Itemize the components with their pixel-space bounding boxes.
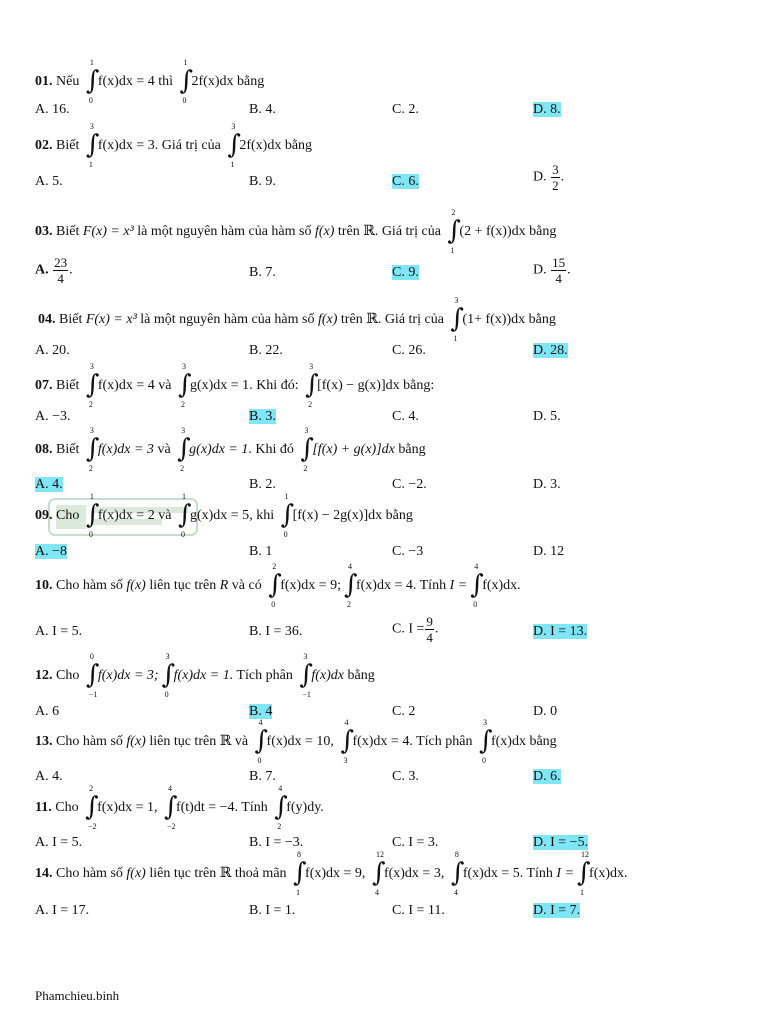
- question-stem: 02. Biết ∫ 3 1 f(x)dx = 3. Giá trị của ∫ 3 1 2f(x)dx bằng: [35, 122, 313, 169]
- option-c[interactable]: C. 9.: [392, 265, 419, 280]
- option-c[interactable]: C. −2.: [392, 477, 427, 492]
- option-b[interactable]: B. 7.: [249, 265, 276, 280]
- option-d[interactable]: D. 28.: [533, 343, 568, 358]
- option-b[interactable]: B. I = 1.: [249, 903, 296, 918]
- option-b[interactable]: B. 2.: [249, 477, 276, 492]
- option-d[interactable]: D. 5.: [533, 409, 561, 424]
- option-c[interactable]: C. 4.: [392, 409, 419, 424]
- option-d[interactable]: D. $\frac{3}{2}$ .: [533, 162, 565, 193]
- option-b[interactable]: B. 4: [249, 704, 273, 719]
- option-d[interactable]: D. 6.: [533, 769, 561, 784]
- option-a[interactable]: A. I = 5.: [35, 835, 83, 850]
- question-stem: 14. Cho hàm số f(x) liên tục trên ℝ thoả mãn ∫ 8 1 f(x)dx = 9, ∫ 12 4 f(x)dx = 3, ∫ 8 4 f(x)dx = 5. Tính I = ∫ 12 1 f(x)dx.: [35, 850, 628, 897]
- option-a[interactable]: A. 5.: [35, 174, 63, 189]
- question-stem: 10. Cho hàm số f(x) liên tục trên R và có ∫ 2 0 f(x)dx = 9; ∫ 4 2 f(x)dx = 4. Tính I = ∫ 4 0 f(x)dx.: [35, 562, 521, 609]
- option-b[interactable]: B. 7.: [249, 769, 276, 784]
- option-b[interactable]: B. I = −3.: [249, 835, 304, 850]
- option-c[interactable]: C. 2: [392, 704, 416, 719]
- option-b[interactable]: B. I = 36.: [249, 624, 303, 639]
- option-c[interactable]: C. I = 3.: [392, 835, 439, 850]
- question-03: [0, 210, 768, 288]
- question-04: [0, 298, 768, 376]
- question-stem: 13. Cho hàm số f(x) liên tục trên ℝ và ∫ 4 0 f(x)dx = 10, ∫ 4 3 f(x)dx = 4. Tích phân ∫ 3 0 f(x)dx bằng: [35, 718, 557, 765]
- option-d[interactable]: D. 3.: [533, 477, 561, 492]
- footer-author: Phamchieu.binh: [35, 988, 120, 1003]
- question-stem: 03. Biết F(x) = x³ là một nguyên hàm của hàm số f(x) trên ℝ. Giá trị của ∫ 2 1 (2 + f(x))dx bằng: [35, 208, 557, 255]
- option-d[interactable]: D. I = −5.: [533, 835, 589, 850]
- option-a[interactable]: A. 4.: [35, 769, 63, 784]
- question-09: [0, 492, 768, 576]
- option-a[interactable]: A. 6: [35, 704, 60, 719]
- option-a[interactable]: A. 20.: [35, 343, 70, 358]
- option-c[interactable]: C. 26.: [392, 343, 426, 358]
- question-stem: 12. Cho ∫ 0 −1 f(x)dx = 3; ∫ 3 0 f(x)dx = 1. Tích phân ∫ 3 −1 f(x)dx bằng: [35, 652, 375, 699]
- option-a[interactable]: A. $\frac{23}{4}$ .: [35, 255, 73, 286]
- question-10: [0, 562, 768, 645]
- option-b[interactable]: B. 3.: [249, 409, 276, 424]
- option-c[interactable]: C. I = $\frac{9}{4}$ .: [392, 614, 439, 645]
- option-c[interactable]: C. −3: [392, 544, 424, 559]
- option-d[interactable]: D. 12: [533, 544, 565, 559]
- option-d[interactable]: D. $\frac{15}{4}$ .: [533, 255, 571, 286]
- option-a[interactable]: A. I = 17.: [35, 903, 90, 918]
- question-stem: 01. Nếu ∫ 1 0 f(x)dx = 4 thì ∫ 1 0 2f(x)dx bằng: [35, 58, 265, 105]
- option-d[interactable]: D. I = 7.: [533, 903, 581, 918]
- option-a[interactable]: A. 4.: [35, 477, 63, 492]
- option-a[interactable]: A. −8: [35, 544, 68, 559]
- option-c[interactable]: C. 3.: [392, 769, 419, 784]
- option-d[interactable]: D. 0: [533, 704, 558, 719]
- option-d[interactable]: D. I = 13.: [533, 624, 588, 639]
- option-b[interactable]: B. 4.: [249, 102, 276, 117]
- option-b[interactable]: B. 22.: [249, 343, 283, 358]
- question-stem: 04. Biết F(x) = x³ là một nguyên hàm của hàm số f(x) trên ℝ. Giá trị của ∫ 3 1 (1+ f(x))dx bằng: [38, 296, 556, 343]
- option-b[interactable]: B. 9.: [249, 174, 276, 189]
- option-a[interactable]: A. I = 5.: [35, 624, 83, 639]
- question-14: [0, 850, 768, 934]
- question-stem: 09. Cho ∫ 1 0 f(x)dx = 2 và ∫ 1 0 g(x)dx = 5, khi ∫ 1 0 [f(x) − 2g(x)]dx bằng: [35, 492, 413, 539]
- option-c[interactable]: C. 6.: [392, 174, 419, 189]
- option-a[interactable]: A. 16.: [35, 102, 70, 117]
- option-b[interactable]: B. 1: [249, 544, 273, 559]
- question-02: [0, 124, 768, 202]
- question-stem: 07. Biết ∫ 3 2 f(x)dx = 4 và ∫ 3 2 g(x)dx = 1. Khi đó: ∫ 3 2 [f(x) − g(x)]dx bằng:: [35, 362, 435, 409]
- option-a[interactable]: A. −3.: [35, 409, 71, 424]
- option-c[interactable]: C. I = 11.: [392, 903, 445, 918]
- option-c[interactable]: C. 2.: [392, 102, 419, 117]
- question-stem: 11. Cho ∫ 2 −2 f(x)dx = 1, ∫ 4 −2 f(t)dt = −4. Tính ∫ 4 2 f(y)dy.: [35, 784, 324, 831]
- question-stem: 08. Biết ∫ 3 2 f(x)dx = 3 và ∫ 3 2 g(x)dx = 1. Khi đó ∫ 3 2 [f(x) + g(x)]dx bằng: [35, 426, 426, 473]
- option-d[interactable]: D. 8.: [533, 102, 561, 117]
